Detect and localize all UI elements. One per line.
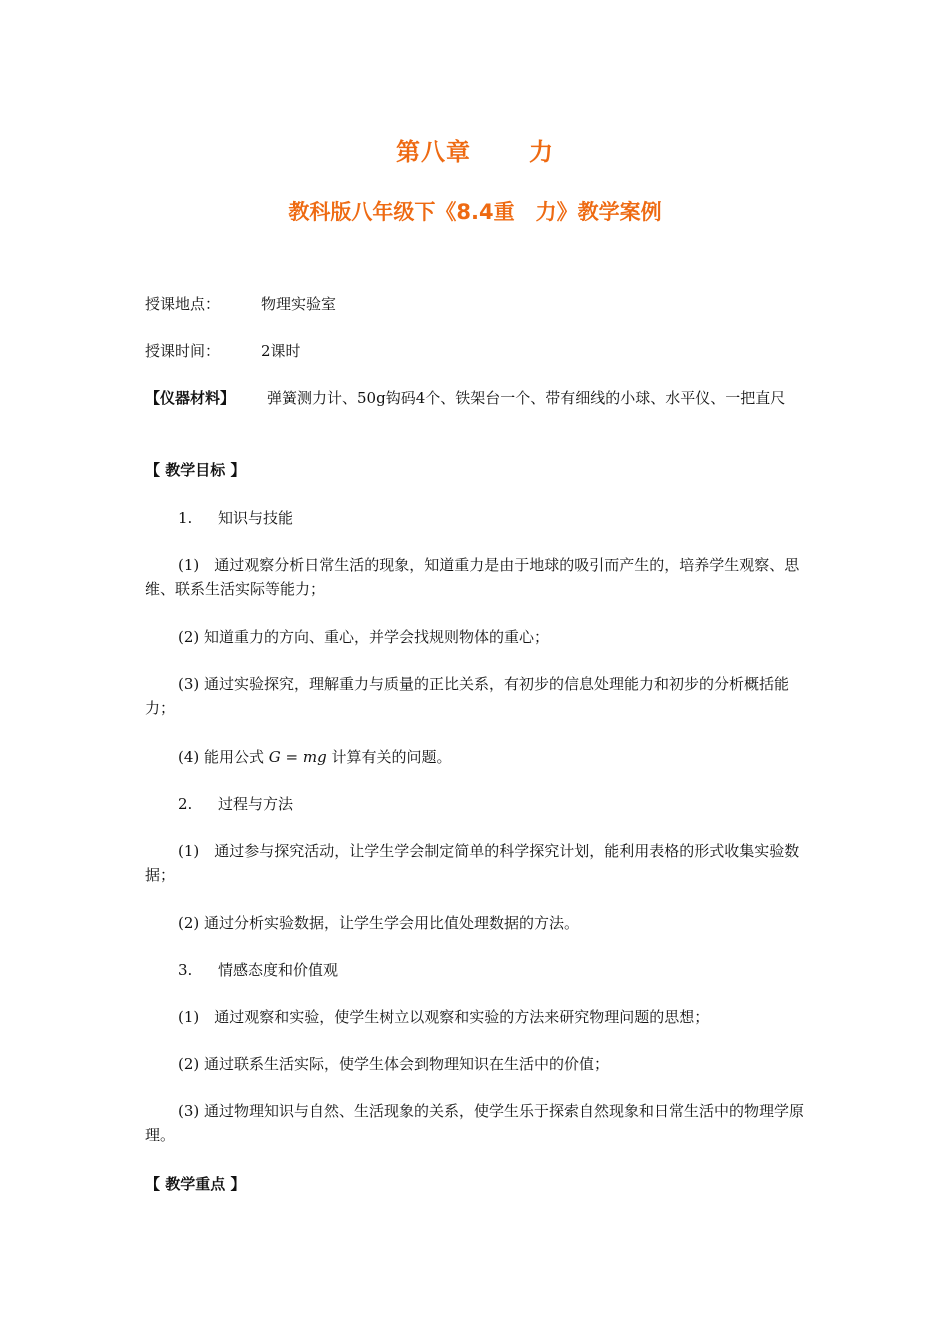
objective-1-3: (3) 通过实验探究，理解重力与质量的正比关系，有初步的信息处理能力和初步的分析概括能力；: [145, 675, 790, 717]
objective-2-2: (2) 通过分析实验数据，让学生学会用比值处理数据的方法。: [178, 914, 580, 932]
gravity-formula: G = mg: [268, 748, 327, 766]
key-points-heading: 【 教学重点 】: [145, 1175, 246, 1193]
time-label: 授课时间：: [145, 342, 221, 360]
objective-2-1: (1) 通过参与探究活动，让学生学会制定简单的科学探究计划，能利用表格的形式收集实验数据；: [145, 842, 800, 884]
location-label: 授课地点：: [145, 295, 221, 313]
section-3-heading: 3. 情感态度和价值观: [178, 961, 339, 979]
materials-label: 【仪器材料】: [145, 389, 236, 407]
section-2-heading: 2. 过程与方法: [178, 795, 294, 813]
location-value: 物理实验室: [261, 295, 337, 313]
objective-3-1: (1) 通过观察和实验，使学生树立以观察和实验的方法来研究物理问题的思想；: [178, 1008, 710, 1026]
materials-text: 弹簧测力计、50g钩码4个、铁架台一个、带有细线的小球、水平仪、一把直尺: [267, 389, 786, 407]
time-value: 2课时: [261, 342, 301, 360]
materials-paragraph: [145, 386, 810, 410]
chapter-title: 第八章 力: [396, 138, 554, 166]
objective-1-2: (2) 知道重力的方向、重心，并学会找规则物体的重心；: [178, 628, 550, 646]
location-line: [145, 292, 336, 316]
objective-3-2: (2) 通过联系生活实际，使学生体会到物理知识在生活中的价值；: [178, 1055, 610, 1073]
time-line: [145, 339, 301, 363]
objective-1-1: (1) 通过观察分析日常生活的现象，知道重力是由于地球的吸引而产生的，培养学生观察、思维、联系生活实际等能力；: [145, 556, 800, 598]
lesson-title: 教科版八年级下《8.4重 力》教学案例: [288, 200, 662, 224]
objective-3-3: (3) 通过物理知识与自然、生活现象的关系，使学生乐于探索自然现象和日常生活中的物理学原理。: [145, 1102, 805, 1144]
section-1-heading: 1. 知识与技能: [178, 509, 294, 527]
objectives-heading: 【 教学目标 】: [145, 461, 246, 479]
objective-1-4: (4) 能用公式 G = mg 计算有关的问题。: [178, 748, 452, 766]
